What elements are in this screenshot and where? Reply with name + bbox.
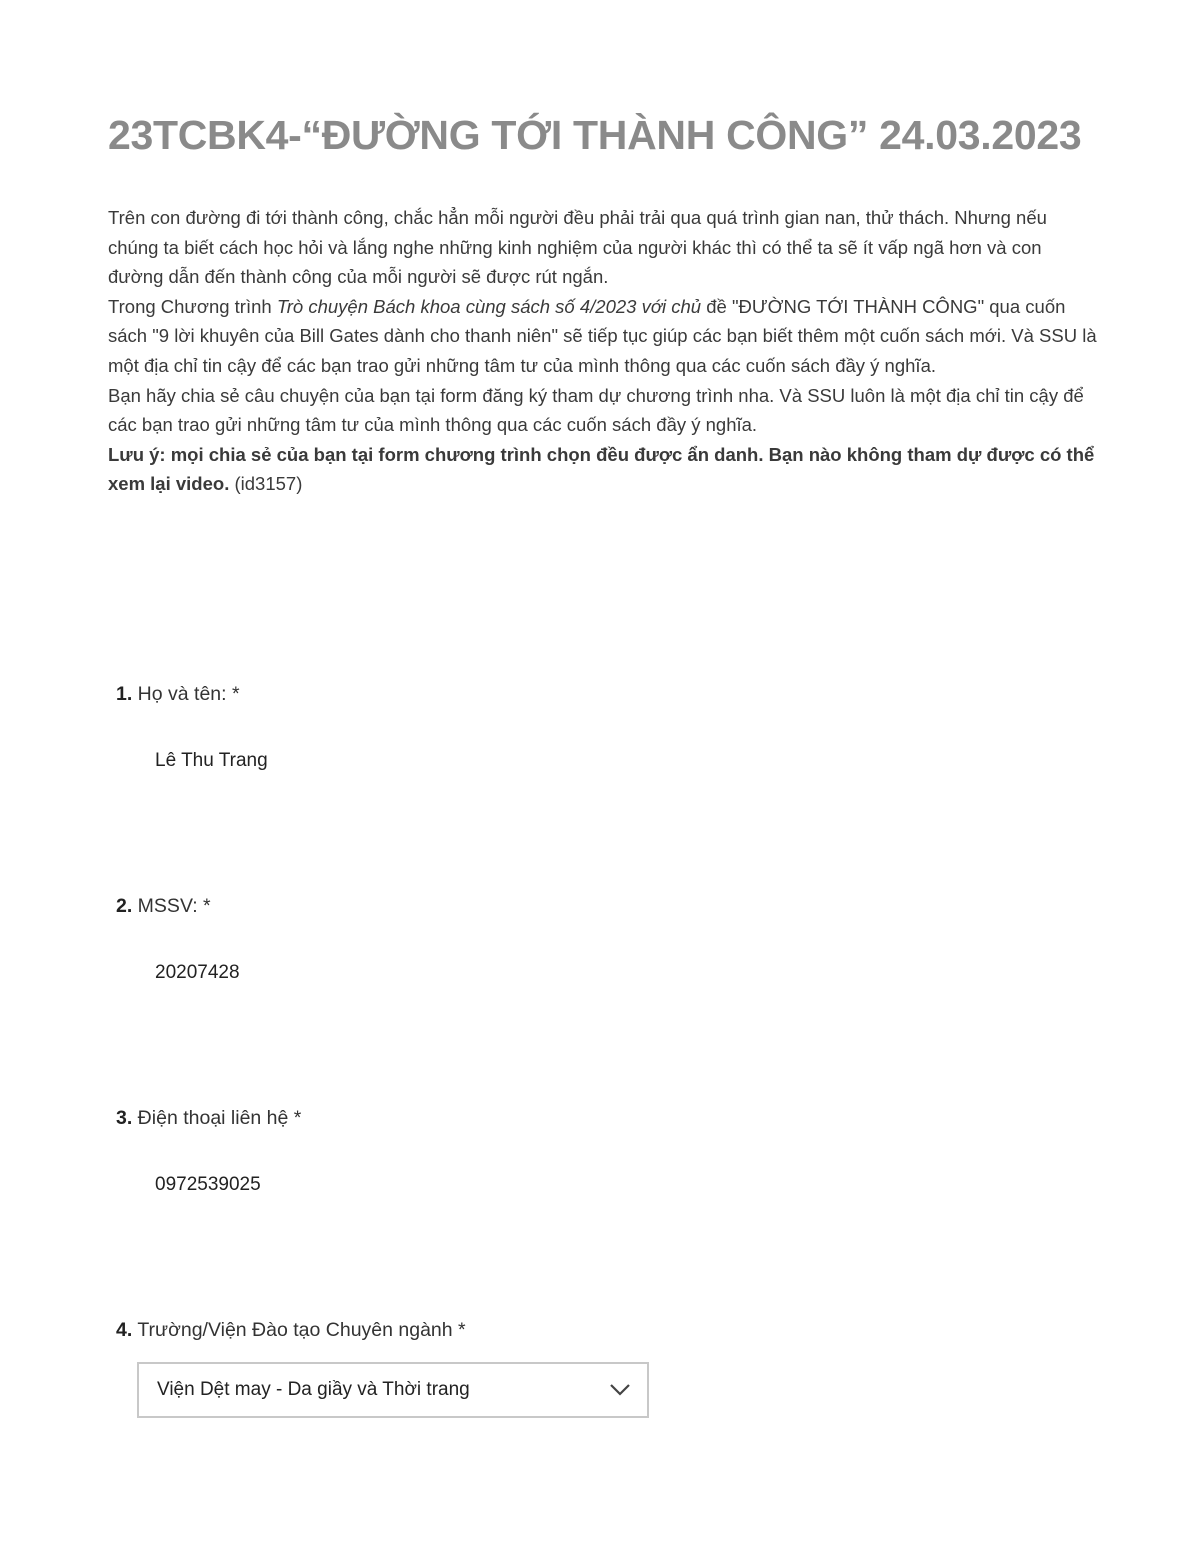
- question-text: MSSV: *: [132, 895, 211, 917]
- student-id-answer: 20207428: [155, 962, 240, 983]
- description-p2-end: đề "ĐƯỜNG TỚI THÀNH CÔNG" qua cuốn sách "9 lời khuyên của Bill Gates dành cho thanh niên" sẽ tiếp tục giúp các bạn biết thêm một cuốn sách mới. Và SSU là một địa chỉ tin cậy để các bạn trao gửi những tâm tư của mình thông qua các cuốn sách đầy ý nghĩa.: [108, 295, 1097, 376]
- description-paragraph-2: [108, 292, 1098, 381]
- question-4: [116, 1319, 1016, 1418]
- question-text: Trường/Viện Đào tạo Chuyên ngành *: [132, 1319, 466, 1341]
- question-1: [116, 683, 1016, 772]
- description-paragraph-1: Trên con đường đi tới thành công, chắc hẳn mỗi người đều phải trải qua quá trình gian nan, thử thách. Nhưng nếu chúng ta biết cách học hỏi và lắng nghe những kinh nghiệm của người khác thì có thể ta sẽ ít vấp ngã hơn và con đường dẫn đến thành công của mỗi người sẽ được rút ngắn.: [108, 207, 1047, 288]
- question-text: Điện thoại liên hệ *: [132, 1107, 302, 1129]
- phone-answer: 0972539025: [155, 1174, 261, 1195]
- question-label: [116, 1107, 1016, 1130]
- description-note: [108, 440, 1098, 499]
- chevron-down-icon: [609, 1383, 631, 1397]
- description-p2-start: Trong Chương trình: [108, 295, 277, 317]
- question-number: 4.: [116, 1319, 133, 1341]
- question-label: [116, 1319, 1016, 1342]
- description-program-name: Trò chuyện Bách khoa cùng sách số 4/2023 với chủ: [276, 295, 702, 317]
- faculty-dropdown[interactable]: [137, 1362, 649, 1418]
- question-number: 1.: [116, 683, 133, 705]
- note-bold-text: Lưu ý: mọi chia sẻ của bạn tại form chương trình chọn đều được ẩn danh. Bạn nào không tham dự được có thể xem lại video.: [108, 443, 1095, 495]
- question-text: Họ và tên: *: [132, 683, 240, 705]
- question-3: [116, 1107, 1016, 1196]
- question-label: [116, 683, 1016, 706]
- description-paragraph-3: Bạn hãy chia sẻ câu chuyện của bạn tại form đăng ký tham dự chương trình nha. Và SSU luôn là một địa chỉ tin cậy để các bạn trao gửi những tâm tư của mình thông qua các cuốn sách đầy ý nghĩa.: [108, 384, 1084, 436]
- question-number: 2.: [116, 895, 133, 917]
- question-2: [116, 895, 1016, 984]
- question-number: 3.: [116, 1107, 133, 1129]
- form-id-text: (id3157): [229, 473, 303, 495]
- name-answer: Lê Thu Trang: [155, 750, 268, 771]
- form-title: 23TCBK4-“ĐƯỜNG TỚI THÀNH CÔNG” 24.03.2023: [108, 112, 1082, 158]
- question-label: [116, 895, 1016, 918]
- faculty-dropdown-value: Viện Dệt may - Da giầy và Thời trang: [157, 1379, 470, 1400]
- form-description: [108, 203, 1098, 499]
